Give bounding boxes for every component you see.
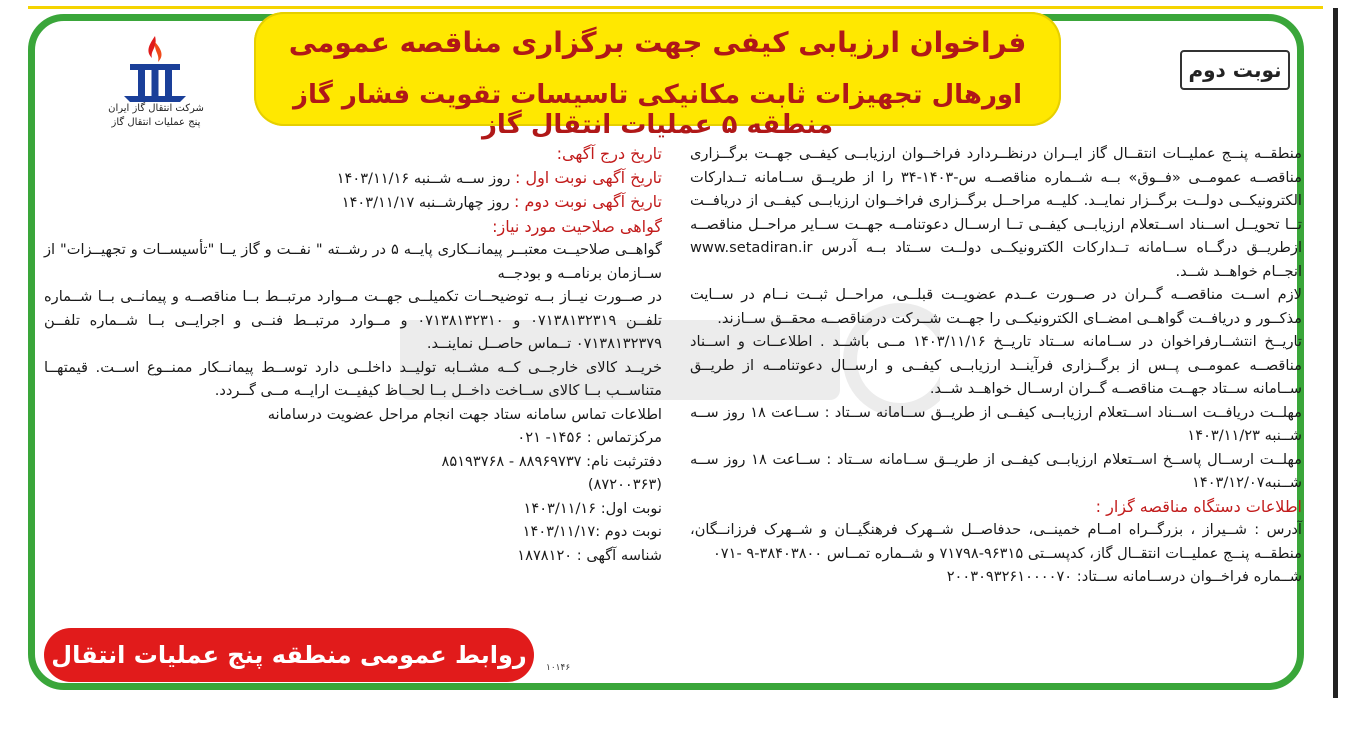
intro-paragraph: منطقــه پنــج عملیــات انتقــال گاز ایــران درنظــردارد فراخــوان ارزیابــی کیفــی جهــت برگــزاری مناقصــه عمومــی «فــوق» بــه شــماره مناقصــه س-۱۴۰۳-۳۴ را از طریــق ســامانه تــدارکات الکترونیکــی دولــت برگــزار نمایــد. کلیــه مراحــل برگــزاری فراخــوان ارزیابــی کیفــی از دریافــت تــا تحویــل اســناد اســتعلام ارزیابــی کیفــی تــا ارســال دعوتنامــه جهــت ســایر مراحــل مناقصــه ازطریــق درگــاه ســامانه تــدارکات الکترونیکــی دولــت ســتاد بــه آدرس www.setadiran.ir انجــام خواهــد شــد. [690,145,1302,280]
qualification-text: گواهــی صلاحیــت معتبــر پیمانــکاری پایــه ۵ در رشــته " نفــت و گاز یــا "تأسیســات و تجهیــزات" از ســازمان برنامــه و بودجــه [44,241,662,282]
second-date-row [44,190,662,215]
left-column [44,142,662,567]
first-date-value: روز ســه شــنبه ۱۴۰۳/۱۱/۱۶ [336,169,511,187]
ad-id: شناسه آگهی : ۱۸۷۸۱۲۰ [517,546,662,564]
page-edge-line [1333,8,1338,698]
title-line2: اورهال تجهیزات ثابت مکانیکی تاسیسات تقویت فشار گاز منطقه ۵ عملیات انتقال گاز [292,80,1022,140]
right-column [690,142,1302,589]
second-round-date: نوبت دوم :۱۴۰۳/۱۱/۱۷ [522,523,662,540]
qualification-heading: گواهی صلاحیت مورد نیاز: [492,216,662,236]
receive-deadline: مهلــت دریافــت اســناد اســتعلام ارزیابــی کیفــی از طریــق ســامانه ســتاد : ســاعت ۱۸ روز ســه شــنبه ۱۴۰۳/۱۱/۲۳ [690,403,1302,444]
company-logo-icon [110,34,200,104]
logo-caption-2: پنج عملیات انتقال گاز [111,117,201,128]
contact-heading: اطلاعات تماس سامانه ستاد جهت انجام مراحل عضویت درسامانه [267,405,662,423]
title-banner [254,12,1061,140]
phones-text: در صــورت نیــاز بــه توضیحــات تکمیلــی جهــت مــوارد مرتبــط بــا مناقصــه و پیمانــی بــا شــماره تلفــن ۰۷۱۳۸۱۳۲۳۱۹ و ۰۷۱۳۸۱۳۲۳۱۰ و مــوارد مرتبــط فنــی و اجرایــی بــا شــماره تلفــن ۰۷۱۳۸۱۳۲۳۷۹ تــماس حاصــل نماینــد. [44,288,662,352]
second-date-value: روز چهارشــنبه ۱۴۰۳/۱۱/۱۷ [341,194,510,211]
org-heading: اطلاعات دستگاه مناقصه گزار : [1095,496,1302,516]
publish-paragraph: تاریــخ انتشــارفراخوان در ســامانه ســتاد تاریــخ ۱۴۰۳/۱۱/۱۶ مــی باشــد . اطلاعــات و اســناد مناقصــه عمومــی پــس از برگــزاری فرآینــد ارزیابــی کیفــی و ارســال دعوتنامــه از طریــق ســامانه ســتاد جهــت مناقصــه گــران ارســال خواهــد شــد. [690,333,1302,397]
top-yellow-line [28,6,1323,9]
logo-caption-1: شرکت انتقال گاز ایران [108,103,204,114]
registration-paragraph: لازم اســت مناقصــه گــران در صــورت عــدم عضویــت قبلــی، مراحــل ثبــت نــام در ســایت مذکــور و دریافــت گواهــی امضــای الکترونیکــی را جهــت شــرکت درمناقصــه محقــق ســازند. [690,286,1302,327]
second-date-label: تاریخ آگهی نوبت دوم : [514,192,662,211]
first-round-date: نوبت اول: ۱۴۰۳/۱۱/۱۶ [523,499,662,517]
registration-office: دفترثبت نام: ۸۸۹۶۹۷۳۷ - ۸۵۱۹۳۷۶۸ [441,452,662,470]
call-number: شــماره فراخــوان درســامانه ســتاد: ۲۰۰۳۰۹۳۲۶۱۰۰۰۰۷۰ [946,568,1302,585]
title-line1: فراخوان ارزیابی کیفی جهت برگزاری مناقصه عمومی [288,26,1027,59]
dates-heading: تاریخ درج آگهی: [556,144,662,163]
org-address: آدرس : شــیراز ، بزرگــراه امــام خمینــی، حدفاصــل شــهرک فرهنگیــان و شــهرک فرزانــگان، منطقــه پنــج عملیــات انتقــال گاز، کدپســتی ۹۶۳۱۵-۷۱۷۹۸ و شــماره تمــاس ۳۸۴۰۳۸۰۰-۹ -۰۷۱ [690,521,1302,562]
foreign-goods-text: خریــد کالای خارجــی کــه مشــابه تولیــد داخلــی دارد توســط پیمانــکار ممنــوع اســت. قیمتهــا متناســب بــا کالای ســاخت داخــل بــا لحــاظ کیفیــت ارایــه مــی گــردد. [44,358,662,399]
first-date-row [44,166,662,191]
round-badge: نوبت دوم [1180,50,1290,90]
send-deadline: مهلــت ارســال پاســخ اســتعلام ارزیابــی کیفــی از طریــق ســامانه ســتاد : ســاعت ۱۸ روز ســه شــنبه۱۴۰۳/۱۲/۰۷ [690,450,1302,491]
ad-code: ۱۰۱۴۶ [546,663,571,673]
contact-center: مرکزتماس : ۱۴۵۶- ۰۲۱ [517,429,662,446]
fax-number: (۸۷۲۰۰۳۶۳) [587,476,662,493]
footer-text: روابط عمومی منطقه پنج عملیات انتقال گاز [51,641,527,723]
footer-banner [44,628,534,723]
first-date-label: تاریخ آگهی نوبت اول : [514,167,662,187]
